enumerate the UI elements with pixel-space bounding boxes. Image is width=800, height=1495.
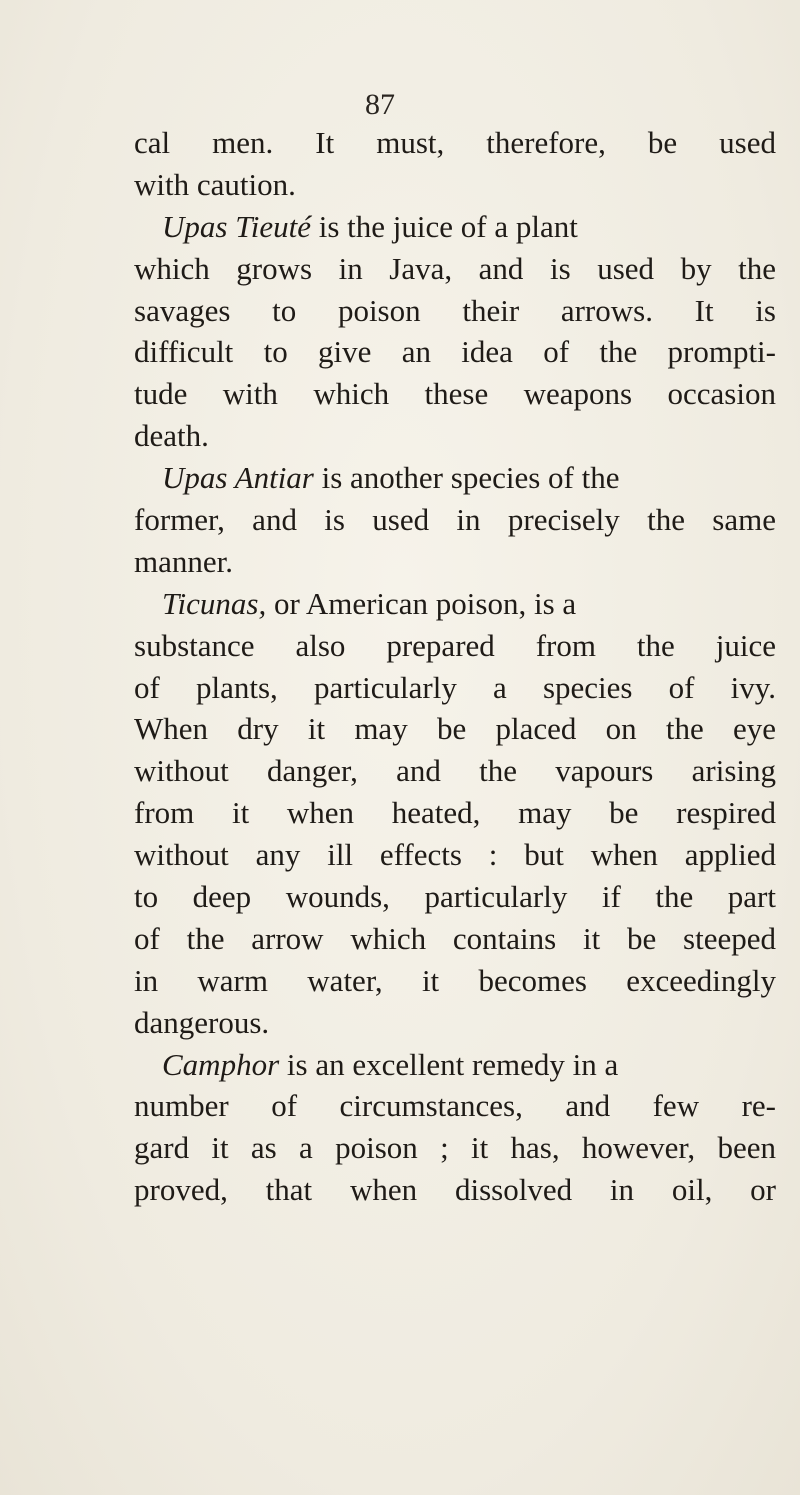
text-run: When dry it may be placed on the eye [134, 711, 776, 747]
text-run: substance also prepared from the juice [134, 627, 776, 663]
text-line [134, 122, 776, 164]
text-run: with caution. [134, 166, 296, 202]
text-run: difficult to give an idea of the prompti- [134, 334, 776, 370]
text-line [134, 792, 776, 834]
text-line [134, 708, 776, 750]
text-run: dangerous. [134, 1004, 270, 1040]
italic-term: Upas Antiar [162, 460, 314, 496]
text-line [134, 667, 776, 709]
text-line [134, 918, 776, 960]
text-run: without any ill effects : but when applied [134, 837, 776, 873]
text-line [134, 290, 776, 332]
text-line [134, 625, 776, 667]
text-run: manner. [134, 543, 233, 579]
text-line [134, 1127, 776, 1169]
text-run: savages to poison their arrows. It is [134, 292, 776, 328]
text-line [134, 457, 776, 499]
text-run: proved, that when dissolved in oil, or [134, 1172, 776, 1208]
text-line [134, 373, 776, 415]
text-run: number of circumstances, and few re- [134, 1088, 776, 1124]
text-run: to deep wounds, particularly if the part [134, 879, 776, 915]
text-line [134, 960, 776, 1002]
text-line [134, 1002, 776, 1044]
text-line [134, 206, 776, 248]
text-run: or American poison, is a [266, 585, 577, 621]
text-line [134, 1169, 776, 1211]
text-line [134, 583, 776, 625]
text-line [134, 331, 776, 373]
text-run: from it when heated, may be respired [134, 795, 776, 831]
text-line [134, 750, 776, 792]
text-line [134, 541, 776, 583]
italic-term: Camphor [162, 1046, 280, 1082]
italic-term: Ticunas, [162, 585, 267, 621]
page-number: 87 [365, 88, 395, 121]
text-line [134, 499, 776, 541]
text-run: death. [134, 418, 209, 454]
text-line [134, 876, 776, 918]
body-text [134, 122, 776, 1211]
text-run: of the arrow which contains it be steeped [134, 920, 776, 956]
text-line [134, 1044, 776, 1086]
text-run: in warm water, it becomes exceedingly [134, 962, 776, 998]
text-run: is another species of the [313, 460, 620, 496]
text-line [134, 164, 776, 206]
text-line [134, 1085, 776, 1127]
text-run: former, and is used in precisely the same [134, 502, 776, 538]
text-line [134, 415, 776, 457]
text-run: is the juice of a plant [310, 208, 578, 244]
text-run: which grows in Java, and is used by the [134, 250, 776, 286]
text-run: tude with which these weapons occasion [134, 376, 776, 412]
text-run: cal men. It must, therefore, be used [134, 125, 776, 160]
text-line [134, 834, 776, 876]
italic-term: Upas Tieuté [162, 208, 311, 244]
text-line [134, 248, 776, 290]
text-run: is an excellent remedy in a [279, 1046, 619, 1082]
text-run: of plants, particularly a species of ivy. [134, 669, 776, 705]
text-run: without danger, and the vapours arising [134, 753, 776, 789]
text-run: gard it as a poison ; it has, however, been [134, 1130, 776, 1166]
